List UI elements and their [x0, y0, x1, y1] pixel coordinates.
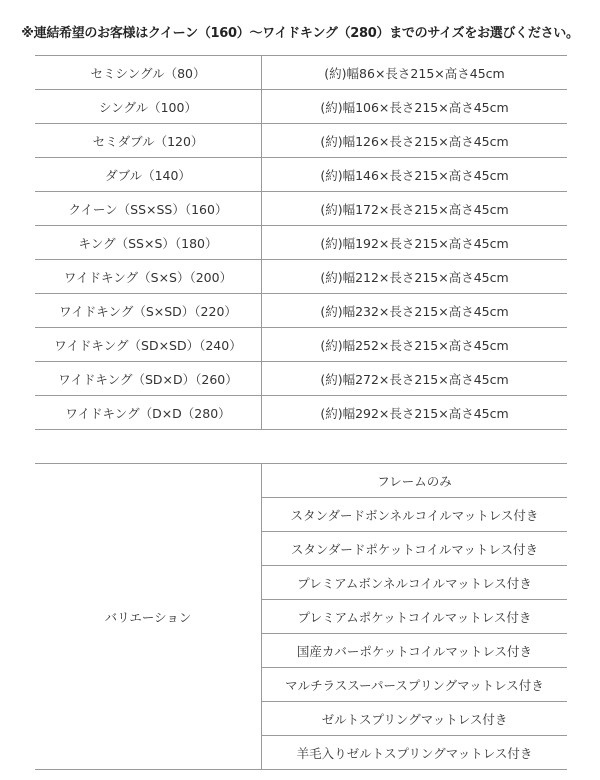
table-row — [35, 464, 567, 498]
table-row — [35, 90, 567, 124]
size-dimensions: (約)幅192×長さ215×高さ45cm — [262, 226, 568, 260]
size-name: ワイドキング（S×S）（200） — [35, 260, 262, 294]
size-dimensions: (約)幅212×長さ215×高さ45cm — [262, 260, 568, 294]
size-table — [35, 55, 567, 430]
size-name: セミダブル（120） — [35, 124, 262, 158]
variation-item: プレミアムボンネルコイルマットレス付き — [262, 566, 568, 600]
variation-label: バリエーション — [35, 464, 262, 770]
size-dimensions: (約)幅272×長さ215×高さ45cm — [262, 362, 568, 396]
variation-item: 国産カバーポケットコイルマットレス付き — [262, 634, 568, 668]
table-row — [35, 362, 567, 396]
table-row — [35, 124, 567, 158]
size-name: ワイドキング（D×D（280） — [35, 396, 262, 430]
variation-item: 羊毛入りゼルトスプリングマットレス付き — [262, 736, 568, 770]
order-notice: ※連結希望のお客様はクイーン（160）～ワイドキング（280）までのサイズをお選びください。 — [21, 26, 579, 41]
variation-item: フレームのみ — [262, 464, 568, 498]
size-name: キング（SS×S）（180） — [35, 226, 262, 260]
variation-item: プレミアムポケットコイルマットレス付き — [262, 600, 568, 634]
size-dimensions: (約)幅86×長さ215×高さ45cm — [262, 56, 568, 90]
table-row — [35, 56, 567, 90]
size-dimensions: (約)幅252×長さ215×高さ45cm — [262, 328, 568, 362]
table-row — [35, 328, 567, 362]
size-name: ワイドキング（S×SD）（220） — [35, 294, 262, 328]
table-row — [35, 158, 567, 192]
size-dimensions: (約)幅292×長さ215×高さ45cm — [262, 396, 568, 430]
variation-item: スタンダードポケットコイルマットレス付き — [262, 532, 568, 566]
table-row — [35, 226, 567, 260]
variation-table — [35, 463, 567, 770]
size-name: セミシングル（80） — [35, 56, 262, 90]
variation-item: マルチラススーパースプリングマットレス付き — [262, 668, 568, 702]
size-dimensions: (約)幅172×長さ215×高さ45cm — [262, 192, 568, 226]
size-dimensions: (約)幅232×長さ215×高さ45cm — [262, 294, 568, 328]
size-dimensions: (約)幅146×長さ215×高さ45cm — [262, 158, 568, 192]
table-row — [35, 294, 567, 328]
variation-item: ゼルトスプリングマットレス付き — [262, 702, 568, 736]
size-name: ワイドキング（SD×SD）（240） — [35, 328, 262, 362]
size-name: ワイドキング（SD×D）（260） — [35, 362, 262, 396]
size-dimensions: (約)幅126×長さ215×高さ45cm — [262, 124, 568, 158]
size-name: クイーン（SS×SS）（160） — [35, 192, 262, 226]
table-row — [35, 260, 567, 294]
size-name: ダブル（140） — [35, 158, 262, 192]
variation-item: スタンダードボンネルコイルマットレス付き — [262, 498, 568, 532]
size-name: シングル（100） — [35, 90, 262, 124]
table-row — [35, 192, 567, 226]
table-row — [35, 396, 567, 430]
size-dimensions: (約)幅106×長さ215×高さ45cm — [262, 90, 568, 124]
